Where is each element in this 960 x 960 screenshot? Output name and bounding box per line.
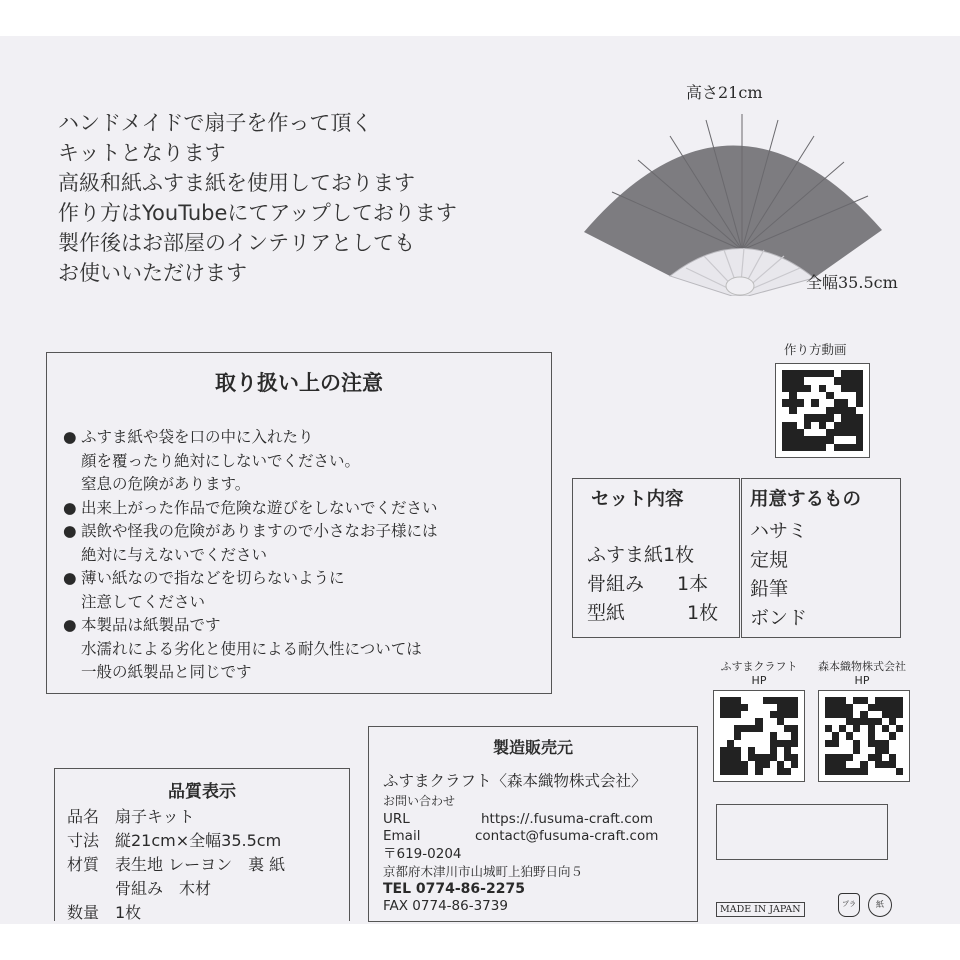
set-item: ふすま紙1枚 [587, 544, 695, 566]
caution-item: ● 誤飲や怪我の危険がありますので小さなお子様には [63, 520, 438, 544]
caution-item: ● 本製品は紙製品です [63, 614, 438, 638]
set-contents-title: セット内容 [591, 489, 684, 510]
manufacturer-box [368, 726, 698, 922]
quality-row: 骨組み 木材 [115, 879, 212, 898]
prepare-item: ハサミ [750, 520, 808, 542]
quality-title: 品質表示 [168, 782, 236, 802]
video-qr-code[interactable] [775, 363, 870, 458]
fan-width-label: 全幅35.5cm [806, 273, 898, 292]
plastic-recycle-mark-icon: プラ [838, 893, 860, 917]
set-contents-list [587, 541, 718, 628]
prepare-title: 用意するもの [750, 489, 862, 510]
intro-text [58, 108, 457, 288]
tel: TEL 0774-86-2275 [383, 880, 525, 897]
quality-row: 材質 表生地 レーヨン 裏 紙 [67, 855, 286, 874]
fan-height-label: 高さ21cm [686, 83, 763, 102]
caution-item-cont: 絶対に与えないでください [81, 545, 268, 564]
caution-item: ● ふすま紙や袋を口の中に入れたり [63, 426, 438, 450]
morimoto-hp-qr-code[interactable] [818, 690, 910, 782]
caution-item-cont: 注意してください [81, 592, 206, 611]
video-label: 作り方動画 [784, 342, 847, 357]
hp-label-morimoto: 森本織物株式会社 HP [818, 660, 906, 687]
contact-heading: お問い合わせ [383, 794, 456, 808]
intro-line: ハンドメイドで扇子を作って頂く [58, 111, 373, 135]
hp-label-fusuma: ふすまクラフト HP [720, 660, 798, 687]
email-row: Email contact@fusuma-craft.com [383, 828, 659, 844]
intro-line: 作り方はYouTubeにてアップしております [58, 201, 457, 225]
set-item: 型紙 1枚 [587, 602, 719, 624]
intro-line: お使いいただけます [58, 261, 247, 285]
manufacturer-contact [383, 793, 658, 916]
prepare-item: ボンド [750, 607, 808, 629]
prepare-item: 鉛筆 [750, 578, 789, 600]
quality-row: 品名 扇子キット [67, 807, 195, 826]
caution-item-cont: 顔を覆ったり絶対にしないでください。 [81, 451, 361, 470]
bullet-icon: ● [63, 569, 77, 587]
manufacturer-title: 製造販売元 [492, 738, 573, 757]
prepare-box [741, 478, 901, 638]
set-contents-box [572, 478, 740, 638]
fan-illustration [582, 100, 912, 296]
bullet-icon: ● [63, 616, 77, 634]
blank-label-area [716, 804, 888, 860]
bullet-icon: ● [63, 428, 77, 446]
email-link[interactable]: contact@fusuma-craft.com [475, 828, 659, 844]
caution-item: ● 出来上がった作品で危険な遊びをしないでください [63, 497, 438, 521]
bullet-icon: ● [63, 522, 77, 540]
caution-item-cont: 窒息の危険があります。 [81, 475, 251, 493]
manufacturer-company: ふすまクラフト〈森本織物株式会社〉 [383, 772, 647, 790]
caution-title: 取り扱い上の注意 [215, 371, 383, 395]
fusuma-hp-qr-code[interactable] [713, 690, 805, 782]
fax: FAX 0774-86-3739 [383, 898, 508, 914]
url-link[interactable]: https://.fusuma-craft.com [481, 810, 654, 827]
set-item: 骨組み 1本 [587, 573, 709, 595]
quality-label-box [54, 768, 350, 921]
caution-item-cont: 水濡れによる劣化と使用による耐久性については [81, 639, 422, 658]
quality-rows [67, 805, 285, 925]
intro-line: キットとなります [58, 141, 226, 165]
caution-item: ● 薄い紙なので指などを切らないように [63, 567, 438, 591]
caution-list [63, 426, 438, 685]
intro-line: 高級和紙ふすま紙を使用しております [58, 171, 415, 195]
url-row: URL https://.fusuma-craft.com [383, 810, 654, 827]
prepare-item: 定規 [750, 549, 789, 571]
paper-recycle-mark-icon: 紙 [868, 893, 892, 917]
postal-code: 〒619-0204 [383, 845, 462, 862]
quality-row: 寸法 縦21cm×全幅35.5cm [67, 831, 282, 850]
caution-item-cont: 一般の紙製品と同じです [81, 663, 252, 681]
intro-line: 製作後はお部屋のインテリアとしても [58, 231, 415, 255]
made-in-japan-label: MADE IN JAPAN [716, 902, 805, 917]
caution-box [46, 352, 552, 694]
quality-row: 数量 1枚 [67, 903, 142, 922]
address: 京都府木津川市山城町上狛野日向５ [383, 864, 584, 879]
bullet-icon: ● [63, 498, 77, 517]
prepare-list [750, 517, 807, 633]
